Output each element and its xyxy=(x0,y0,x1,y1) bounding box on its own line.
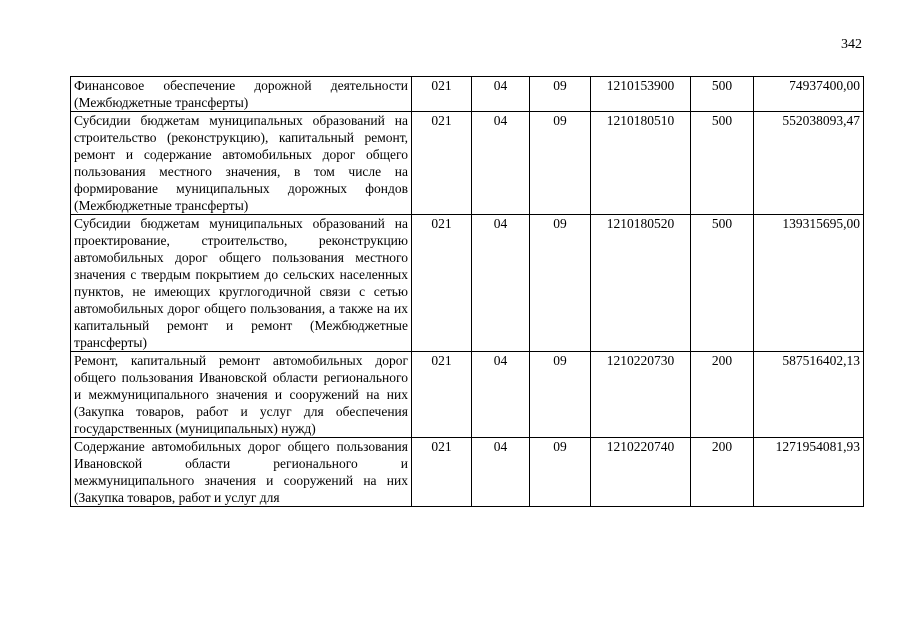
row-gr-code: 021 xyxy=(412,112,472,215)
row-csr-code: 1210220730 xyxy=(591,352,691,438)
table-row xyxy=(71,77,864,112)
row-vr-code: 200 xyxy=(691,352,754,438)
row-sum: 587516402,13 xyxy=(754,352,864,438)
row-description: Субсидии бюджетам муниципальных образований на проектирование, строительство, реконструкцию автомобильных дорог общего пользования местного значения с твердым покрытием до сельских населенных пунктов, не имеющих круглогодичной связи с сетью автомобильных дорог общего пользования, а также на их капитальный ремонт и ремонт (Межбюджетные трансферты) xyxy=(71,215,412,352)
table-row xyxy=(71,352,864,438)
row-rz-code: 04 xyxy=(472,112,530,215)
row-rz-code: 04 xyxy=(472,215,530,352)
row-description: Субсидии бюджетам муниципальных образований на строительство (реконструкцию), капитальный ремонт, ремонт и содержание автомобильных дорог общего пользования местного значения, в том числе на формирование муниципальных дорожных фондов (Межбюджетные трансферты) xyxy=(71,112,412,215)
row-rz-code: 04 xyxy=(472,77,530,112)
row-pr-code: 09 xyxy=(530,77,591,112)
page-number: 342 xyxy=(841,37,862,52)
row-sum: 74937400,00 xyxy=(754,77,864,112)
row-csr-code: 1210180510 xyxy=(591,112,691,215)
row-csr-code: 1210220740 xyxy=(591,438,691,507)
row-rz-code: 04 xyxy=(472,438,530,507)
row-description: Финансовое обеспечение дорожной деятельности (Межбюджетные трансферты) xyxy=(71,77,412,112)
row-pr-code: 09 xyxy=(530,112,591,215)
row-vr-code: 500 xyxy=(691,112,754,215)
row-gr-code: 021 xyxy=(412,77,472,112)
table-row xyxy=(71,438,864,507)
row-description xyxy=(71,438,412,507)
row-vr-code: 500 xyxy=(691,215,754,352)
row-vr-code: 200 xyxy=(691,438,754,507)
budget-table xyxy=(70,76,864,507)
row-gr-code: 021 xyxy=(412,352,472,438)
row-sum: 139315695,00 xyxy=(754,215,864,352)
row-pr-code: 09 xyxy=(530,438,591,507)
row-description: Ремонт, капитальный ремонт автомобильных дорог общего пользования Ивановской области регионального и межмуниципального значения и сооружений на них (Закупка товаров, работ и услуг для обеспечения государственных (муниципальных) нужд) xyxy=(71,352,412,438)
row-pr-code: 09 xyxy=(530,352,591,438)
row-vr-code: 500 xyxy=(691,77,754,112)
row-sum: 552038093,47 xyxy=(754,112,864,215)
row-rz-code: 04 xyxy=(472,352,530,438)
row-description-text: Содержание автомобильных дорог общего пользования Ивановской области регионального и межмуниципального значения и сооружений на них (Закупка товаров, работ и услуг для xyxy=(74,439,408,505)
row-pr-code: 09 xyxy=(530,215,591,352)
table-row xyxy=(71,112,864,215)
row-csr-code: 1210153900 xyxy=(591,77,691,112)
table-row xyxy=(71,215,864,352)
row-csr-code: 1210180520 xyxy=(591,215,691,352)
row-gr-code: 021 xyxy=(412,215,472,352)
row-sum: 1271954081,93 xyxy=(754,438,864,507)
row-gr-code: 021 xyxy=(412,438,472,507)
